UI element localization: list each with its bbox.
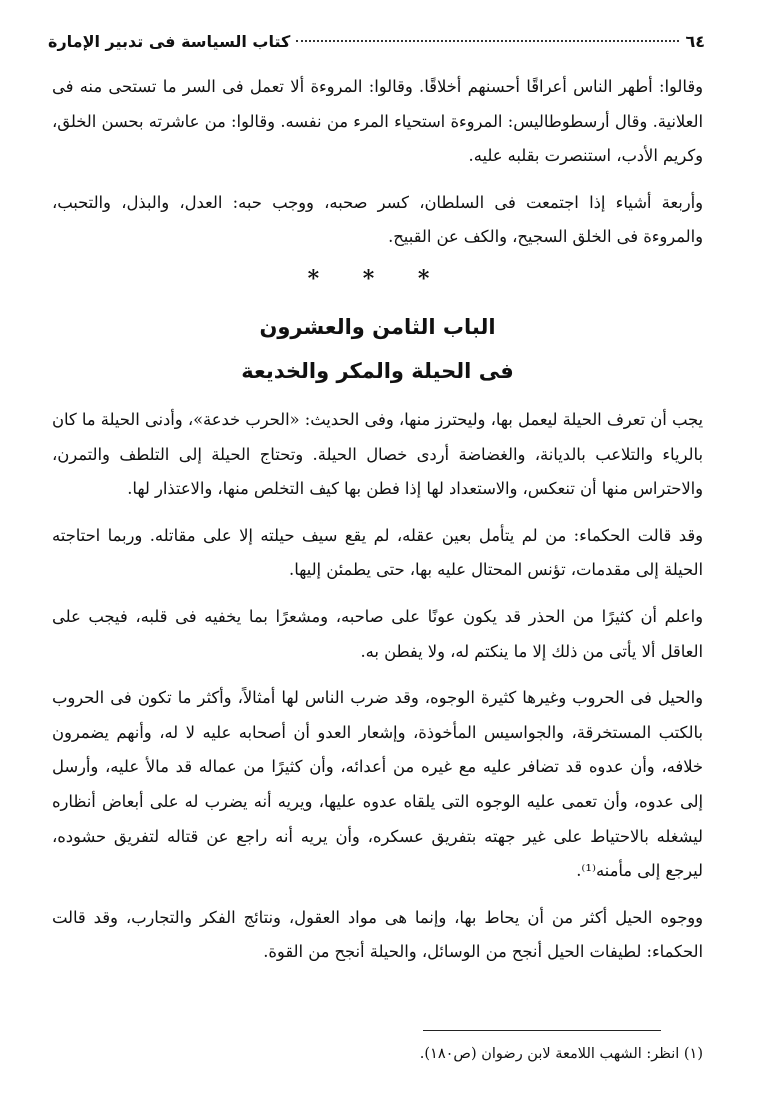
section-separator: * * * — [307, 265, 448, 292]
paragraph-wise-sayings: وقد قالت الحكماء: من لم يتأمل بعين عقله، لم يقع سيف حيلته إلا على مقاتله. وربما احتاجته الحيلة إلى مقدمات، تؤنس المحتال عليه بها، حتى يطمئن إليها. — [52, 525, 703, 580]
paragraph-maxims: وقالوا: أطهر الناس أعراقًا أحسنهم أخلاقًا. وقالوا: المروءة ألا تعمل فى السر ما تستحى منه فى العلانية. وقال أرسطوطاليس: المروءة استحياء المرء من نفسه. وقالوا: من عاشرته بحسن الخلق، وكريم الأدب، استنصرت بقلبه عليه. — [52, 77, 703, 166]
header-dotted-leader — [296, 40, 679, 42]
chapter-subject-title: فى الحيلة والمكر والخديعة — [241, 358, 514, 383]
footnote-separator-line — [423, 1030, 661, 1031]
running-title: كتاب السياسة فى تدبير الإمارة — [48, 32, 291, 51]
paragraph-caution: واعلم أن كثيرًا من الحذر قد يكون عونًا على صاحبه، ومشعرًا بما يخفيه فى قلبه، فيجب على العاقل ألا يأتى من ذلك إلا ما ينكتم له، ولا يفطن به. — [52, 606, 703, 661]
paragraph-trickery-intro: يجب أن تعرف الحيلة ليعمل بها، وليحترز منها، وفى الحديث: «الحرب خدعة»، وأدنى الحيلة ما كان بالرياء والتلاعب بالديانة، والغضاضة أردى خصال الحيلة. وتحتاج الحيلة إلى التلطف والتمرن، والاحتراس منها أن تنعكس، والاستعداد لها إذا فطن بها كيف التخلص منها، والاعتذار لها. — [52, 409, 703, 499]
paragraph-conclusion: ووجوه الحيل أكثر من أن يحاط بها، وإنما هى مواد العقول، ونتائج الفكر والتجارب، وقد قالت الحكماء: لطيفات الحيل أنجح من الوسائل، والحيلة أنجح من القوة. — [52, 907, 703, 962]
paragraph-war-tricks: والحيل فى الحروب وغيرها كثيرة الوجوه، وقد ضرب الناس لها أمثالاً، وأكثر ما تكون فى الحروب بالكتب المستخرقة، والجواسيس المأخوذة، وإشعار العدو أن أصحابه عليه لا له، وأنهم يضمرون خلافه، وأن عدوه قد تضافر عليه مع غيره من أعدائه، وأن كثيرًا من عماله قد مالأ عليه، وأرسل إلى عدوه، وأن تعمى عليه الوجوه التى يلقاه عدوه عليها، ويريه أنه يضرب له على أبعاض أنظاره ليشغله بالاحتياط على غير جهته بتفريق عسكره، وأن يريه أنه راجع عن قتاله لتفريق حشوده، ليرجع إلى مأمنه⁽¹⁾. — [52, 688, 703, 881]
chapter-number-title: الباب الثامن والعشرون — [259, 314, 496, 339]
footnote: (١) انظر: الشهب اللامعة لابن رضوان (ص١٨٠). — [419, 1046, 703, 1062]
paragraph-four-things: وأربعة أشياء إذا اجتمعت فى السلطان، كسر صحبه، ووجب حبه: العدل، والبذل، والتحبب، والمروءة فى الخلق السجيح، والكف عن القبيح. — [52, 192, 703, 247]
page-body — [52, 70, 703, 982]
page-number: ٦٤ — [685, 32, 705, 51]
running-header — [48, 32, 705, 58]
